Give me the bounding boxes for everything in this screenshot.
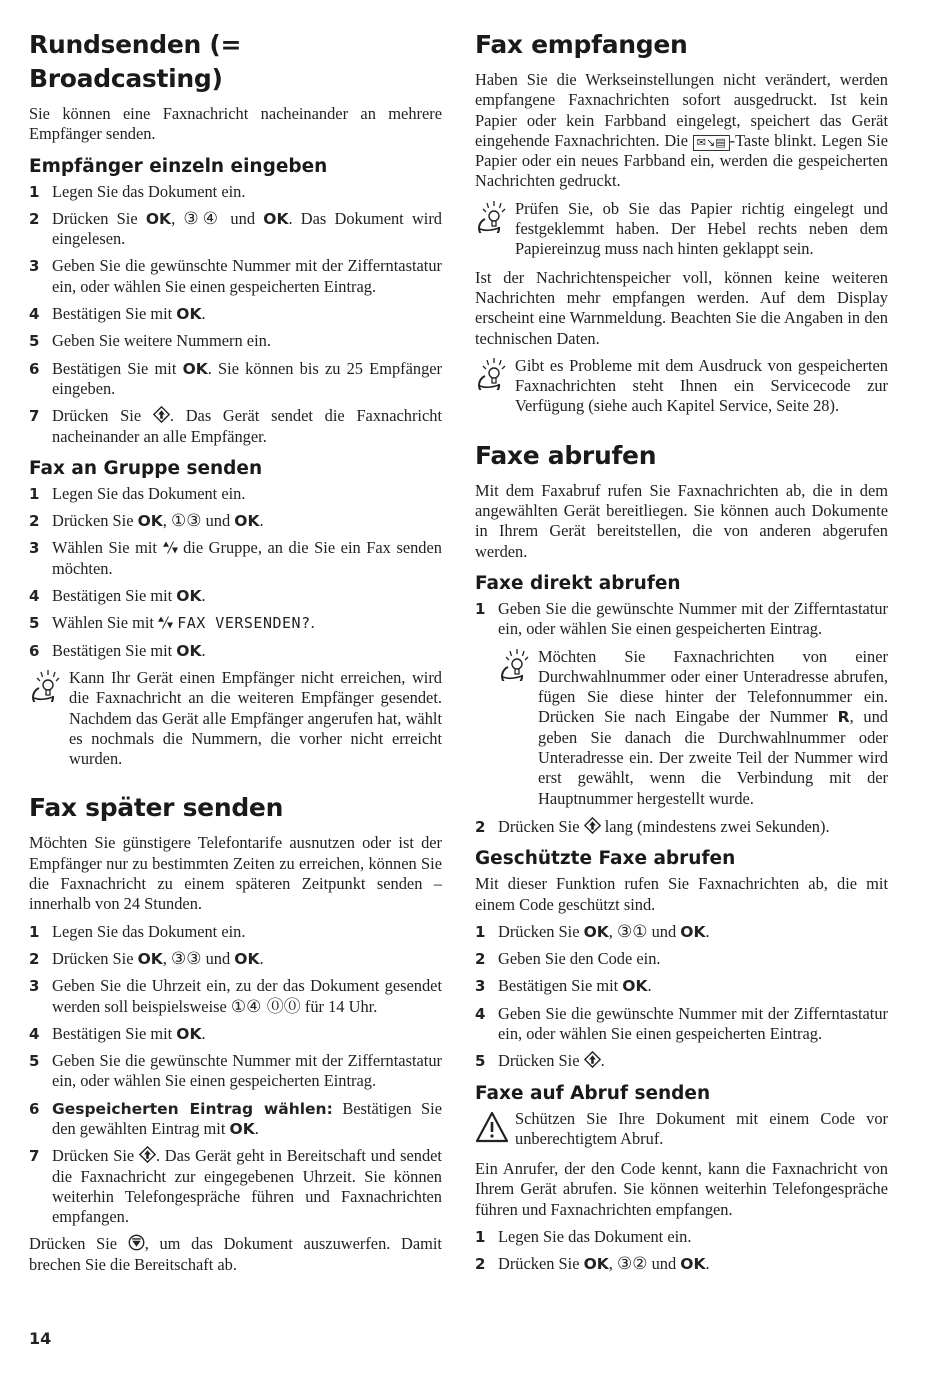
tip-lightbulb-icon — [477, 199, 511, 233]
poll-intro: Mit dem Faxabruf rufen Sie Faxnachrichten ab, die in dem angewählten Gerät bereitliegen. Sie können auch Dokumente in Ihrem Gerät bereitstellen, die von anderen abgerufen werden. — [475, 480, 888, 561]
send-later-steps — [29, 922, 442, 1228]
tip-note: Kann Ihr Gerät einen Empfänger nicht erreichen, wird die Faxnachricht an die weiteren Empfänger gesendet. Nachdem das Gerät alle Empfänger angerufen hat, wählt es nochmals die Nummern, die vorher nicht erreicht wurden. — [29, 668, 442, 769]
stop-key-icon — [128, 1234, 145, 1251]
list-item: 5 Geben Sie weitere Nummern ein. — [29, 331, 271, 351]
memory-full-paragraph: Ist der Nachrichtenspeicher voll, können keine weiteren Nachrichten mehr empfangen werden. Auf dem Display erscheint eine Warnmeldung. Beachten Sie die Angaben in den technischen Daten. — [475, 267, 888, 348]
send-on-poll-steps — [475, 1227, 888, 1275]
list-item: 6 Bestätigen Sie mit OK. — [29, 640, 206, 660]
heading-poll-fax: Faxe abrufen — [475, 440, 657, 470]
list-item: 3 Wählen Sie mit die Gruppe, an die Sie ein Fax senden möchten. — [29, 538, 442, 578]
send-later-outro: Drücken Sie , um das Dokument auszuwerfen. Damit brechen Sie die Bereitschaft ab. — [29, 1234, 442, 1274]
send-on-poll-intro: Ein Anrufer, der den Code kennt, kann die Faxnachricht von Ihrem Gerät abrufen. Sie können weiterhin Telefongespräche führen und Faxnachrichten empfangen. — [475, 1159, 888, 1219]
list-item: 2 Drücken Sie OK, ③③ und OK. — [29, 948, 264, 969]
left-column — [29, 28, 442, 1282]
receive-paragraph: Haben Sie die Werkseinstellungen nicht verändert, werden empfangene Faxnachrichten sofort ausgedruckt. Ist kein Papier oder kein Farbband eingelegt, speichert das Gerät eingehende Faxnachrichten. Die ✉↘▤ -Taste blinkt. Legen Sie Papier oder ein neues Farbband ein, werden die gespeicherten Nachrichten gedruckt. — [475, 70, 888, 191]
list-item: 1 Legen Sie das Dokument ein. — [475, 1227, 692, 1247]
tip-lightbulb-icon — [477, 356, 511, 390]
heading-protected-poll: Geschützte Faxe abrufen — [475, 848, 736, 870]
tip-note: Möchten Sie Faxnachrichten von einer Durchwahlnummer oder einer Unteradresse abrufen, fügen Sie diese hinter der Telefonnummer ein. Drücken Sie nach Eingabe der Nummer R, und geben Sie danach die Durchwahlnummer oder Unteradresse ein. Der zweite Teil der Nummer wird erst gewählt, wenn die Verbindung mit der Hauptnummer hergestellt wurde. — [498, 647, 888, 809]
tip-lightbulb-icon — [31, 668, 65, 702]
list-item: 6 Gespeicherten Eintrag wählen: Bestätigen Sie den gewählten Eintrag mit OK. — [29, 1098, 442, 1138]
warning-note: Schützen Sie Ihre Dokument mit einem Code vor unberechtigtem Abruf. — [475, 1109, 888, 1150]
list-item: 1 Legen Sie das Dokument ein. — [29, 181, 246, 201]
list-item: 4 Geben Sie die gewünschte Nummer mit der Zifferntastatur ein, oder wählen Sie einen gespeicherten Eintrag. — [475, 1003, 888, 1043]
start-key-icon — [584, 817, 601, 834]
page-number: 14 — [29, 1329, 52, 1348]
heading-direct-poll: Faxe direkt abrufen — [475, 572, 681, 594]
heading-group-send: Fax an Gruppe senden — [29, 457, 263, 479]
list-item: 4 Bestätigen Sie mit OK. — [29, 304, 206, 324]
heading-send-later: Fax später senden — [29, 793, 284, 823]
warning-triangle-icon — [475, 1111, 509, 1143]
list-item: 1 Legen Sie das Dokument ein. — [29, 483, 246, 503]
list-item: 2 Drücken Sie OK, ③④ und OK. Das Dokument wird eingelesen. — [29, 208, 442, 249]
start-key-icon — [153, 406, 170, 423]
list-item: 2 Drücken Sie OK, ③② und OK. — [475, 1254, 710, 1275]
list-item: 3 Geben Sie die Uhrzeit ein, zu der das Dokument gesendet werden soll beispielsweise ①④ ⓪⓪ für 14 Uhr. — [29, 976, 442, 1017]
protected-poll-steps — [475, 922, 888, 1072]
list-item: 2 Drücken Sie lang (mindestens zwei Sekunden). — [475, 816, 830, 836]
send-later-intro: Möchten Sie günstigere Telefontarife ausnutzen oder ist der Empfänger nur zu bestimmten Zeiten zu erreichen, können Sie die Faxnachricht zu einem späteren Zeitpunkt senden – innerhalb von 24 Stunden. — [29, 833, 442, 914]
right-column — [475, 28, 888, 1282]
list-item: 1 Geben Sie die gewünschte Nummer mit der Zifferntastatur ein, oder wählen Sie einen gespeicherten Eintrag. — [475, 598, 888, 639]
heading-broadcast: Rundsenden (= Broadcasting) — [29, 30, 242, 93]
list-item: 2 Drücken Sie OK, ①③ und OK. — [29, 511, 264, 532]
list-item: 5 Drücken Sie . — [475, 1051, 605, 1071]
heading-receive-fax: Fax empfangen — [475, 30, 688, 59]
list-item: 6 Bestätigen Sie mit OK. Sie können bis zu 25 Empfänger eingeben. — [29, 358, 442, 398]
broadcast-intro: Sie können eine Faxnachricht nacheinander an mehrere Empfänger senden. — [29, 104, 442, 144]
list-item: 4 Bestätigen Sie mit OK. — [29, 586, 206, 606]
memory-key-icon: ✉↘▤ — [693, 135, 730, 151]
tip-note: Prüfen Sie, ob Sie das Papier richtig eingelegt und festgeklemmt haben. Der Hebel rechts neben dem Papiereinzug muss nach hinten geklappt sein. — [475, 199, 888, 260]
list-item: 5 Wählen Sie mit FAX VERSENDEN?. — [29, 613, 315, 633]
list-item: 4 Bestätigen Sie mit OK. — [29, 1023, 206, 1043]
up-down-arrow-icon — [163, 540, 178, 555]
list-item: 3 Bestätigen Sie mit OK. — [475, 976, 652, 996]
list-item: 2 Geben Sie den Code ein. — [475, 949, 661, 969]
list-item: 1 Drücken Sie OK, ③① und OK. — [475, 921, 710, 942]
group-send-steps — [29, 484, 442, 661]
heading-send-on-poll: Faxe auf Abruf senden — [475, 1082, 711, 1104]
lcd-text: FAX VERSENDEN? — [177, 614, 311, 633]
list-item: 3 Geben Sie die gewünschte Nummer mit der Zifferntastatur ein, oder wählen Sie einen gespeicherten Eintrag. — [29, 256, 442, 296]
list-item: 7 Drücken Sie . Das Gerät sendet die Faxnachricht nacheinander an alle Empfänger. — [29, 406, 443, 446]
list-item: 7 Drücken Sie . Das Gerät geht in Bereitschaft und sendet die Faxnachricht zur eingegebenen Uhrzeit. Sie können weiterhin Telefongespräche führen und Faxnachrichten empfangen. — [29, 1146, 442, 1227]
heading-single-recipients: Empfänger einzeln eingeben — [29, 155, 328, 177]
start-key-icon — [139, 1146, 156, 1163]
direct-poll-steps — [475, 599, 888, 640]
protected-intro: Mit dieser Funktion rufen Sie Faxnachrichten ab, die mit einem Code geschützt sind. — [475, 874, 888, 914]
list-item: 1 Legen Sie das Dokument ein. — [29, 921, 246, 941]
single-recipients-steps — [29, 182, 442, 447]
up-down-arrow-icon — [158, 615, 173, 630]
tip-note: Gibt es Probleme mit dem Ausdruck von gespeicherten Faxnachrichten steht Ihnen ein Servicecode zur Verfügung (siehe auch Kapitel Service, Seite 28). — [475, 356, 888, 417]
list-item: 5 Geben Sie die gewünschte Nummer mit der Zifferntastatur ein, oder wählen Sie einen gespeicherten Eintrag. — [29, 1051, 442, 1091]
tip-lightbulb-icon — [500, 647, 534, 681]
start-key-icon — [584, 1051, 601, 1068]
